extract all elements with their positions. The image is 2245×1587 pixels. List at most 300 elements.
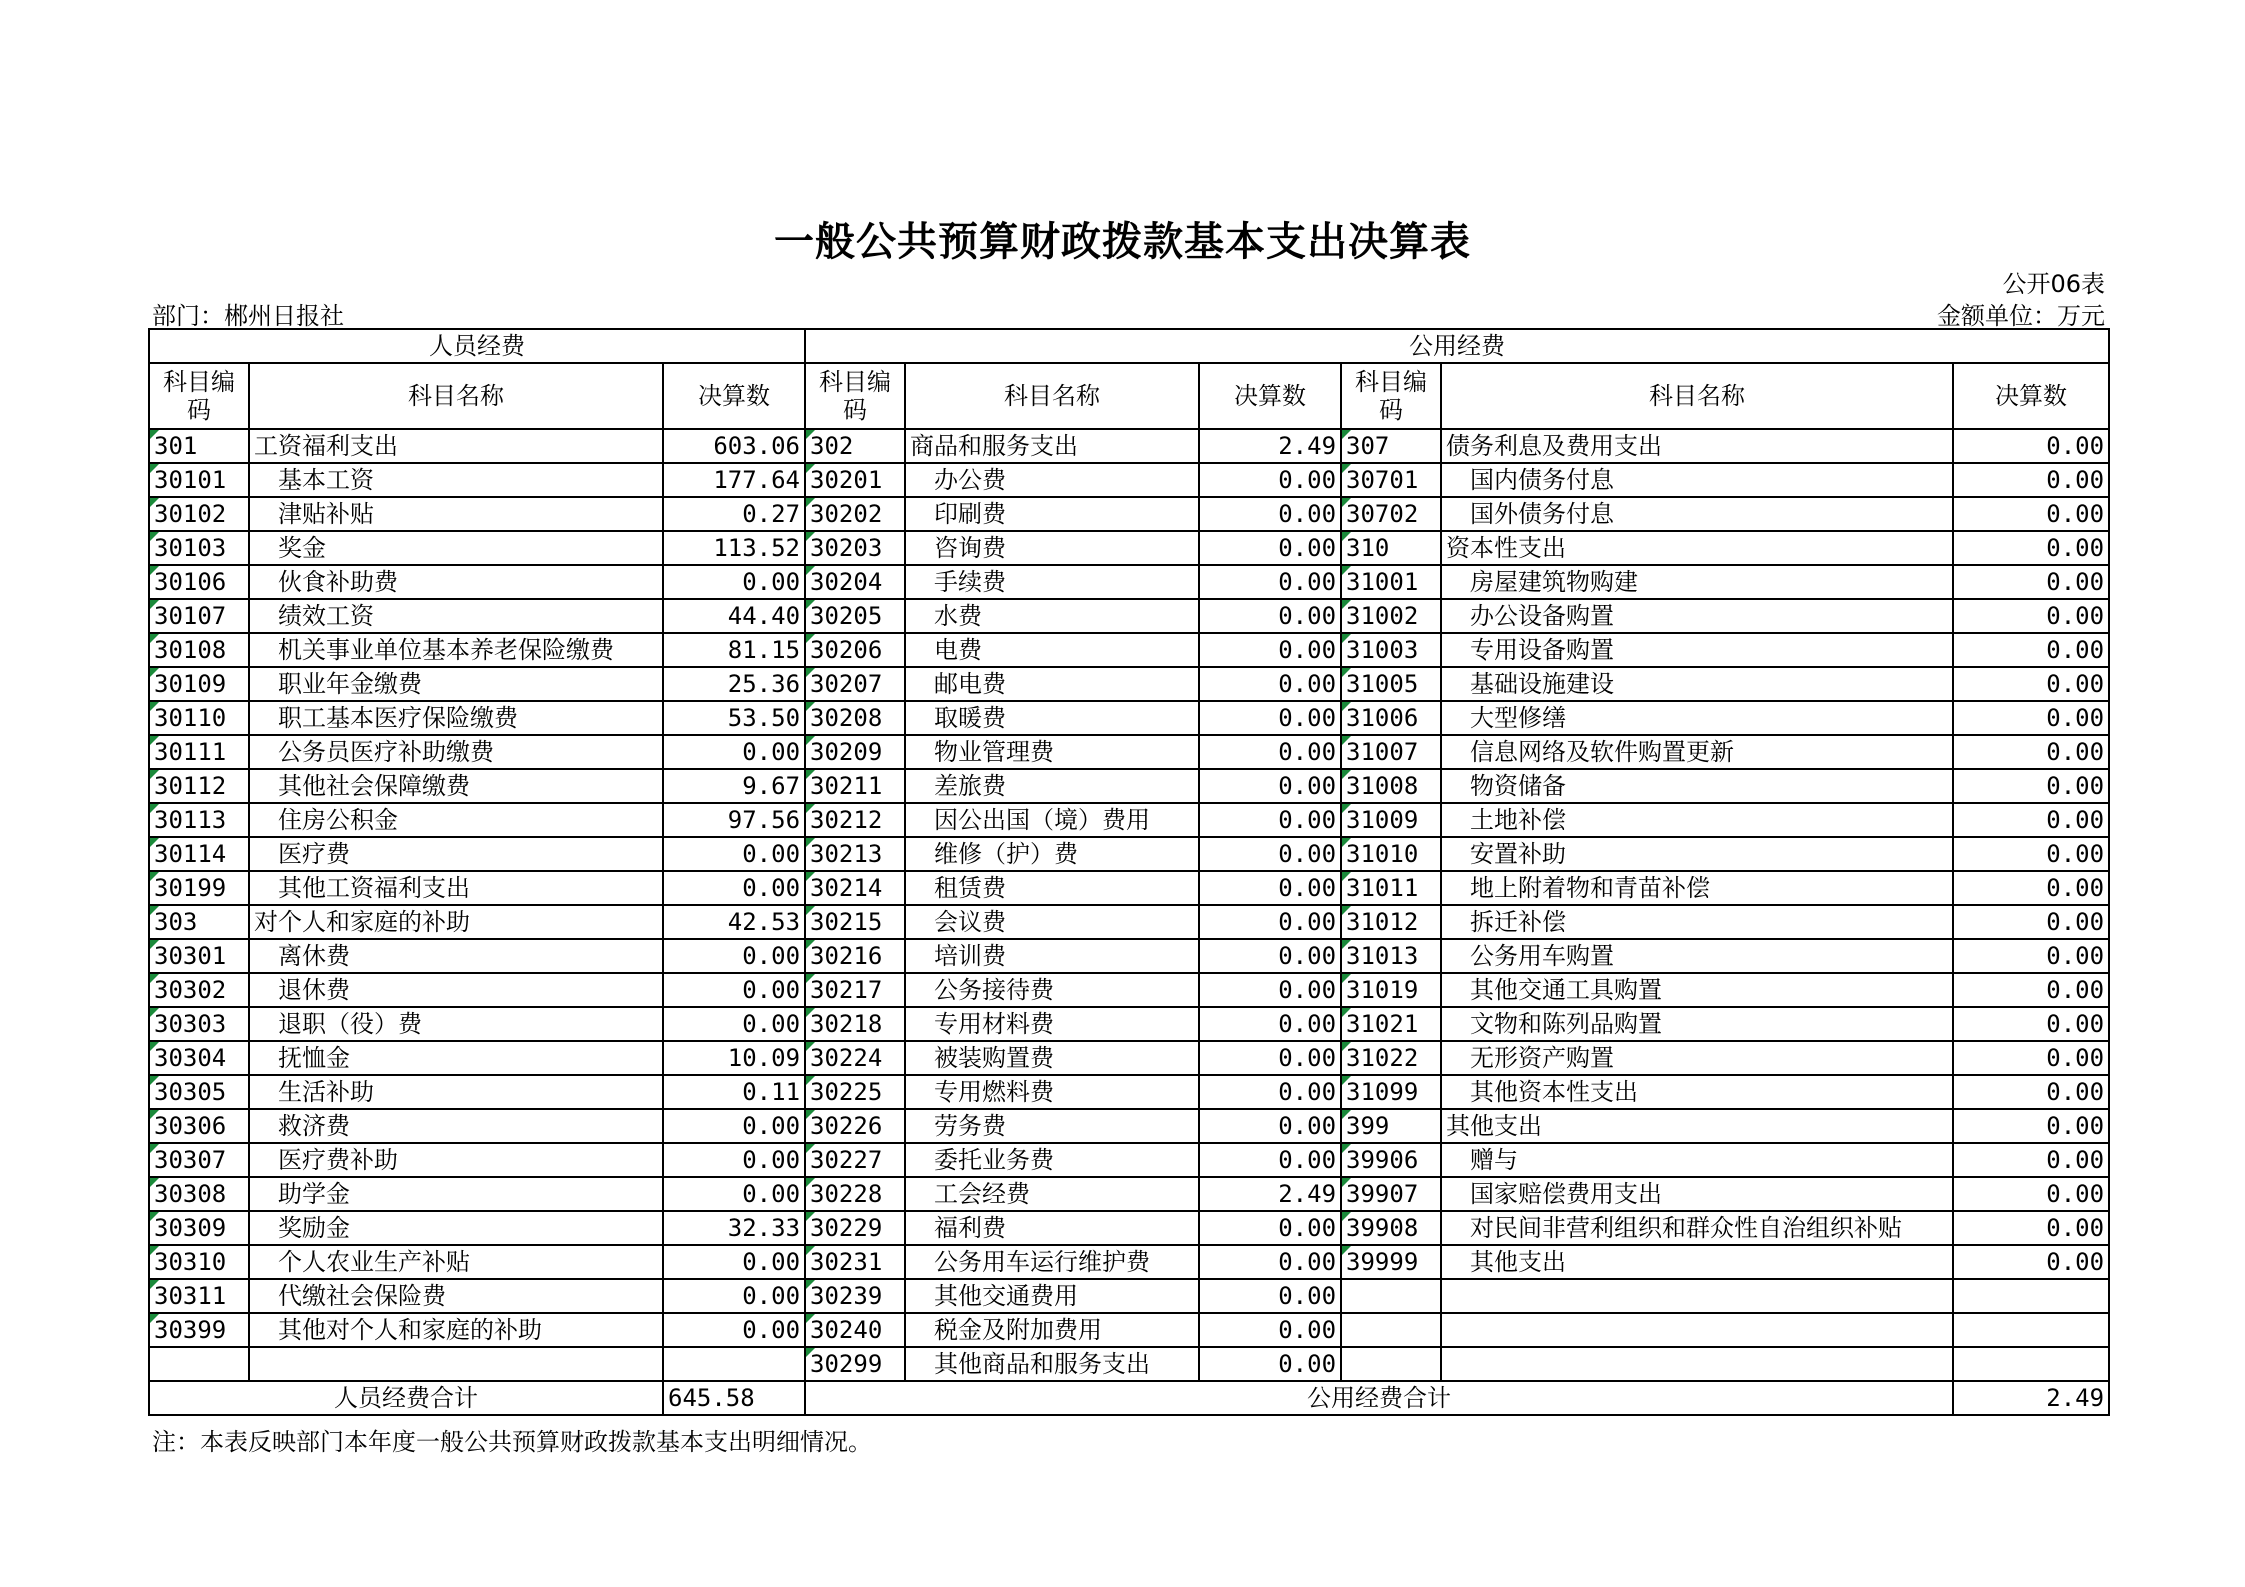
public-a-code-cell: 30202 [805,497,905,531]
personnel-amount-cell: 97.56 [663,803,805,837]
personnel-amount-cell: 25.36 [663,667,805,701]
public-b-name-cell: 土地补偿 [1441,803,1953,837]
public-a-name-cell: 邮电费 [905,667,1199,701]
public-b-name-cell: 国家赔偿费用支出 [1441,1177,1953,1211]
personnel-name-cell: 绩效工资 [249,599,663,633]
public-b-amount-cell: 0.00 [1953,1007,2109,1041]
col-header-code: 科目编码 [1341,363,1441,429]
personnel-name-cell: 奖金 [249,531,663,565]
table-row [149,905,2109,939]
table-row [149,497,2109,531]
public-b-code-cell: 30702 [1341,497,1441,531]
public-a-name-cell: 其他商品和服务支出 [905,1347,1199,1381]
public-a-name-cell: 工会经费 [905,1177,1199,1211]
col-header-name: 科目名称 [1441,363,1953,429]
public-b-name-cell: 赠与 [1441,1143,1953,1177]
public-b-name-cell: 其他支出 [1441,1245,1953,1279]
public-a-code-cell: 30206 [805,633,905,667]
table-row [149,633,2109,667]
public-a-name-cell: 公务接待费 [905,973,1199,1007]
personnel-code-cell: 30108 [149,633,249,667]
public-a-name-cell: 手续费 [905,565,1199,599]
table-row [149,1075,2109,1109]
personnel-group-header: 人员经费 [149,329,805,363]
unit-label: 金额单位：万元 [1937,302,2105,330]
personnel-name-cell: 抚恤金 [249,1041,663,1075]
personnel-name-cell: 其他工资福利支出 [249,871,663,905]
personnel-name-cell: 离休费 [249,939,663,973]
public-b-name-cell [1441,1279,1953,1313]
personnel-code-cell: 30305 [149,1075,249,1109]
personnel-code-cell: 30103 [149,531,249,565]
public-a-code-cell: 30228 [805,1177,905,1211]
personnel-total-label: 人员经费合计 [149,1381,663,1415]
public-a-code-cell: 30226 [805,1109,905,1143]
personnel-code-cell: 30311 [149,1279,249,1313]
public-b-amount-cell [1953,1347,2109,1381]
personnel-amount-cell: 0.00 [663,1007,805,1041]
public-a-amount-cell: 0.00 [1199,905,1341,939]
col-header-name: 科目名称 [905,363,1199,429]
public-b-amount-cell: 0.00 [1953,871,2109,905]
public-b-code-cell: 39908 [1341,1211,1441,1245]
personnel-name-cell: 助学金 [249,1177,663,1211]
public-a-name-cell: 水费 [905,599,1199,633]
col-header-amount: 决算数 [1953,363,2109,429]
personnel-name-cell: 医疗费 [249,837,663,871]
public-a-name-cell: 差旅费 [905,769,1199,803]
personnel-code-cell: 30106 [149,565,249,599]
public-a-amount-cell: 0.00 [1199,701,1341,735]
public-b-code-cell: 310 [1341,531,1441,565]
public-b-amount-cell: 0.00 [1953,1245,2109,1279]
public-a-name-cell: 会议费 [905,905,1199,939]
form-number: 公开06表 [2002,270,2105,298]
public-a-code-cell: 30215 [805,905,905,939]
public-a-code-cell: 30231 [805,1245,905,1279]
personnel-amount-cell: 44.40 [663,599,805,633]
public-b-name-cell: 公务用车购置 [1441,939,1953,973]
public-b-code-cell: 31002 [1341,599,1441,633]
public-total-label: 公用经费合计 [805,1381,1953,1415]
personnel-amount-cell: 10.09 [663,1041,805,1075]
public-a-amount-cell: 0.00 [1199,1211,1341,1245]
personnel-amount-cell: 0.00 [663,735,805,769]
public-a-name-cell: 因公出国（境）费用 [905,803,1199,837]
public-a-name-cell: 维修（护）费 [905,837,1199,871]
public-a-amount-cell: 0.00 [1199,1279,1341,1313]
public-a-code-cell: 30217 [805,973,905,1007]
public-b-amount-cell: 0.00 [1953,1143,2109,1177]
public-a-code-cell: 30212 [805,803,905,837]
public-a-name-cell: 其他交通费用 [905,1279,1199,1313]
public-b-code-cell: 31005 [1341,667,1441,701]
public-b-name-cell: 无形资产购置 [1441,1041,1953,1075]
personnel-amount-cell: 42.53 [663,905,805,939]
personnel-code-cell: 30114 [149,837,249,871]
public-a-amount-cell: 0.00 [1199,939,1341,973]
public-b-name-cell: 基础设施建设 [1441,667,1953,701]
table-row [149,1245,2109,1279]
public-b-name-cell: 其他交通工具购置 [1441,973,1953,1007]
public-b-amount-cell: 0.00 [1953,633,2109,667]
personnel-code-cell [149,1347,249,1381]
personnel-name-cell: 退职（役）费 [249,1007,663,1041]
public-a-amount-cell: 0.00 [1199,1347,1341,1381]
public-a-amount-cell: 2.49 [1199,429,1341,463]
public-a-code-cell: 30213 [805,837,905,871]
public-total-amount: 2.49 [1953,1381,2109,1415]
personnel-code-cell: 30102 [149,497,249,531]
public-a-name-cell: 被装购置费 [905,1041,1199,1075]
public-a-code-cell: 30201 [805,463,905,497]
public-b-amount-cell: 0.00 [1953,1177,2109,1211]
personnel-name-cell [249,1347,663,1381]
personnel-code-cell: 30306 [149,1109,249,1143]
public-b-amount-cell: 0.00 [1953,701,2109,735]
personnel-amount-cell [663,1347,805,1381]
personnel-name-cell: 其他对个人和家庭的补助 [249,1313,663,1347]
personnel-name-cell: 代缴社会保险费 [249,1279,663,1313]
personnel-amount-cell: 53.50 [663,701,805,735]
public-a-amount-cell: 0.00 [1199,497,1341,531]
public-b-name-cell: 其他支出 [1441,1109,1953,1143]
public-a-code-cell: 30208 [805,701,905,735]
public-a-name-cell: 物业管理费 [905,735,1199,769]
personnel-amount-cell: 0.00 [663,1177,805,1211]
personnel-code-cell: 30107 [149,599,249,633]
personnel-amount-cell: 9.67 [663,769,805,803]
public-a-amount-cell: 0.00 [1199,463,1341,497]
public-b-amount-cell: 0.00 [1953,599,2109,633]
public-b-name-cell: 文物和陈列品购置 [1441,1007,1953,1041]
public-a-name-cell: 咨询费 [905,531,1199,565]
public-a-amount-cell: 0.00 [1199,1109,1341,1143]
col-header-name: 科目名称 [249,363,663,429]
table-row [149,973,2109,1007]
personnel-amount-cell: 0.27 [663,497,805,531]
table-row [149,1211,2109,1245]
public-b-amount-cell: 0.00 [1953,1109,2109,1143]
public-b-name-cell: 安置补助 [1441,837,1953,871]
personnel-amount-cell: 0.00 [663,1143,805,1177]
public-a-amount-cell: 0.00 [1199,633,1341,667]
public-a-code-cell: 30224 [805,1041,905,1075]
public-b-code-cell: 31099 [1341,1075,1441,1109]
table-row [149,939,2109,973]
table-row [149,1313,2109,1347]
table-row [149,1007,2109,1041]
public-a-code-cell: 30227 [805,1143,905,1177]
public-a-amount-cell: 0.00 [1199,735,1341,769]
expenditure-table [148,328,2110,1416]
public-a-amount-cell: 0.00 [1199,871,1341,905]
personnel-code-cell: 30302 [149,973,249,1007]
public-a-amount-cell: 0.00 [1199,1007,1341,1041]
personnel-amount-cell: 0.00 [663,565,805,599]
public-a-amount-cell: 0.00 [1199,803,1341,837]
public-a-code-cell: 30240 [805,1313,905,1347]
public-b-code-cell: 39907 [1341,1177,1441,1211]
public-a-amount-cell: 0.00 [1199,599,1341,633]
public-b-code-cell: 31007 [1341,735,1441,769]
public-a-amount-cell: 0.00 [1199,973,1341,1007]
public-a-name-cell: 培训费 [905,939,1199,973]
personnel-code-cell: 30304 [149,1041,249,1075]
table-row [149,1347,2109,1381]
personnel-code-cell: 30109 [149,667,249,701]
personnel-code-cell: 30399 [149,1313,249,1347]
public-a-name-cell: 取暖费 [905,701,1199,735]
public-a-name-cell: 税金及附加费用 [905,1313,1199,1347]
public-a-name-cell: 专用材料费 [905,1007,1199,1041]
public-b-code-cell [1341,1279,1441,1313]
table-row [149,565,2109,599]
personnel-code-cell: 30112 [149,769,249,803]
public-a-amount-cell: 0.00 [1199,1313,1341,1347]
footnote: 注：本表反映部门本年度一般公共预算财政拨款基本支出明细情况。 [152,1428,872,1456]
public-b-name-cell: 房屋建筑物购建 [1441,565,1953,599]
personnel-code-cell: 30199 [149,871,249,905]
table-row [149,837,2109,871]
personnel-name-cell: 工资福利支出 [249,429,663,463]
personnel-name-cell: 机关事业单位基本养老保险缴费 [249,633,663,667]
public-b-code-cell: 31022 [1341,1041,1441,1075]
public-a-amount-cell: 0.00 [1199,1245,1341,1279]
personnel-code-cell: 30301 [149,939,249,973]
personnel-code-cell: 30303 [149,1007,249,1041]
personnel-name-cell: 奖励金 [249,1211,663,1245]
public-a-name-cell: 商品和服务支出 [905,429,1199,463]
public-b-amount-cell: 0.00 [1953,939,2109,973]
public-a-code-cell: 30214 [805,871,905,905]
table-row [149,531,2109,565]
column-header-row [149,363,2109,429]
public-a-code-cell: 30211 [805,769,905,803]
public-b-code-cell: 31019 [1341,973,1441,1007]
public-group-header: 公用经费 [805,329,2109,363]
public-a-code-cell: 30207 [805,667,905,701]
public-b-name-cell: 国内债务付息 [1441,463,1953,497]
public-b-amount-cell: 0.00 [1953,1075,2109,1109]
public-a-code-cell: 30225 [805,1075,905,1109]
public-a-name-cell: 公务用车运行维护费 [905,1245,1199,1279]
table-row [149,1109,2109,1143]
public-b-code-cell [1341,1313,1441,1347]
public-a-amount-cell: 0.00 [1199,667,1341,701]
personnel-amount-cell: 0.00 [663,1109,805,1143]
personnel-name-cell: 其他社会保障缴费 [249,769,663,803]
public-a-code-cell: 30239 [805,1279,905,1313]
personnel-name-cell: 生活补助 [249,1075,663,1109]
public-b-code-cell: 31011 [1341,871,1441,905]
table-row [149,769,2109,803]
public-b-code-cell: 31012 [1341,905,1441,939]
personnel-amount-cell: 0.00 [663,939,805,973]
personnel-amount-cell: 81.15 [663,633,805,667]
public-a-code-cell: 302 [805,429,905,463]
personnel-amount-cell: 0.00 [663,871,805,905]
public-a-name-cell: 电费 [905,633,1199,667]
public-a-code-cell: 30299 [805,1347,905,1381]
table-row [149,463,2109,497]
public-b-code-cell: 31008 [1341,769,1441,803]
public-b-code-cell: 39999 [1341,1245,1441,1279]
public-b-amount-cell: 0.00 [1953,531,2109,565]
public-a-amount-cell: 0.00 [1199,1041,1341,1075]
department-label: 部门：郴州日报社 [152,302,344,330]
public-b-code-cell: 39906 [1341,1143,1441,1177]
public-b-name-cell: 其他资本性支出 [1441,1075,1953,1109]
public-b-code-cell: 31021 [1341,1007,1441,1041]
public-b-name-cell: 大型修缮 [1441,701,1953,735]
public-a-name-cell: 专用燃料费 [905,1075,1199,1109]
public-b-code-cell: 30701 [1341,463,1441,497]
personnel-name-cell: 住房公积金 [249,803,663,837]
public-a-code-cell: 30229 [805,1211,905,1245]
public-a-code-cell: 30203 [805,531,905,565]
personnel-code-cell: 30308 [149,1177,249,1211]
table-row [149,1041,2109,1075]
public-a-name-cell: 印刷费 [905,497,1199,531]
public-b-name-cell: 信息网络及软件购置更新 [1441,735,1953,769]
personnel-amount-cell: 0.00 [663,1245,805,1279]
personnel-name-cell: 职工基本医疗保险缴费 [249,701,663,735]
public-b-amount-cell: 0.00 [1953,803,2109,837]
personnel-amount-cell: 603.06 [663,429,805,463]
personnel-amount-cell: 0.00 [663,1313,805,1347]
table-row [149,871,2109,905]
personnel-code-cell: 30110 [149,701,249,735]
personnel-amount-cell: 0.00 [663,973,805,1007]
public-b-amount-cell: 0.00 [1953,667,2109,701]
public-b-name-cell [1441,1313,1953,1347]
public-a-amount-cell: 0.00 [1199,531,1341,565]
public-a-code-cell: 30216 [805,939,905,973]
public-b-name-cell: 国外债务付息 [1441,497,1953,531]
table-row [149,429,2109,463]
table-body [149,329,2109,1381]
public-b-name-cell [1441,1347,1953,1381]
public-b-amount-cell: 0.00 [1953,769,2109,803]
public-a-amount-cell: 0.00 [1199,1075,1341,1109]
personnel-code-cell: 301 [149,429,249,463]
personnel-amount-cell: 113.52 [663,531,805,565]
personnel-name-cell: 基本工资 [249,463,663,497]
page-title: 一般公共预算财政拨款基本支出决算表 [774,219,1471,265]
public-b-code-cell: 307 [1341,429,1441,463]
personnel-amount-cell: 177.64 [663,463,805,497]
public-a-amount-cell: 0.00 [1199,1143,1341,1177]
public-b-amount-cell: 0.00 [1953,1211,2109,1245]
personnel-name-cell: 个人农业生产补贴 [249,1245,663,1279]
personnel-name-cell: 伙食补助费 [249,565,663,599]
personnel-name-cell: 救济费 [249,1109,663,1143]
public-b-amount-cell: 0.00 [1953,735,2109,769]
table-row [149,1177,2109,1211]
public-b-amount-cell [1953,1279,2109,1313]
col-header-amount: 决算数 [1199,363,1341,429]
public-a-code-cell: 30204 [805,565,905,599]
personnel-amount-cell: 0.00 [663,1279,805,1313]
personnel-code-cell: 30309 [149,1211,249,1245]
totals-row [149,1381,2109,1415]
public-a-name-cell: 劳务费 [905,1109,1199,1143]
personnel-name-cell: 对个人和家庭的补助 [249,905,663,939]
public-b-amount-cell: 0.00 [1953,905,2109,939]
col-header-code: 科目编码 [149,363,249,429]
public-a-name-cell: 办公费 [905,463,1199,497]
public-b-code-cell: 31009 [1341,803,1441,837]
personnel-name-cell: 职业年金缴费 [249,667,663,701]
public-b-name-cell: 办公设备购置 [1441,599,1953,633]
public-b-code-cell [1341,1347,1441,1381]
public-b-code-cell: 399 [1341,1109,1441,1143]
public-b-name-cell: 债务利息及费用支出 [1441,429,1953,463]
public-b-amount-cell [1953,1313,2109,1347]
public-b-name-cell: 拆迁补偿 [1441,905,1953,939]
table-row [149,1143,2109,1177]
public-b-code-cell: 31010 [1341,837,1441,871]
personnel-amount-cell: 0.00 [663,837,805,871]
personnel-code-cell: 30113 [149,803,249,837]
personnel-name-cell: 退休费 [249,973,663,1007]
public-a-amount-cell: 0.00 [1199,837,1341,871]
public-b-name-cell: 资本性支出 [1441,531,1953,565]
table-row [149,667,2109,701]
public-b-amount-cell: 0.00 [1953,463,2109,497]
col-header-amount: 决算数 [663,363,805,429]
personnel-code-cell: 30111 [149,735,249,769]
personnel-amount-cell: 0.11 [663,1075,805,1109]
public-b-amount-cell: 0.00 [1953,565,2109,599]
table-row [149,803,2109,837]
table-row [149,599,2109,633]
personnel-code-cell: 30101 [149,463,249,497]
public-b-amount-cell: 0.00 [1953,837,2109,871]
public-b-amount-cell: 0.00 [1953,429,2109,463]
public-a-amount-cell: 0.00 [1199,769,1341,803]
public-b-code-cell: 31006 [1341,701,1441,735]
public-a-amount-cell: 0.00 [1199,565,1341,599]
public-a-name-cell: 福利费 [905,1211,1199,1245]
personnel-name-cell: 公务员医疗补助缴费 [249,735,663,769]
public-a-name-cell: 租赁费 [905,871,1199,905]
public-b-name-cell: 专用设备购置 [1441,633,1953,667]
public-b-name-cell: 物资储备 [1441,769,1953,803]
public-b-amount-cell: 0.00 [1953,1041,2109,1075]
col-header-code: 科目编码 [805,363,905,429]
public-b-name-cell: 地上附着物和青苗补偿 [1441,871,1953,905]
public-b-amount-cell: 0.00 [1953,497,2109,531]
public-b-name-cell: 对民间非营利组织和群众性自治组织补贴 [1441,1211,1953,1245]
personnel-amount-cell: 32.33 [663,1211,805,1245]
public-a-code-cell: 30205 [805,599,905,633]
public-b-code-cell: 31003 [1341,633,1441,667]
table-row [149,735,2109,769]
table-row [149,701,2109,735]
public-b-code-cell: 31013 [1341,939,1441,973]
public-b-code-cell: 31001 [1341,565,1441,599]
personnel-total-amount: 645.58 [663,1381,805,1415]
public-a-name-cell: 委托业务费 [905,1143,1199,1177]
public-a-code-cell: 30209 [805,735,905,769]
public-a-amount-cell: 2.49 [1199,1177,1341,1211]
personnel-name-cell: 津贴补贴 [249,497,663,531]
public-b-amount-cell: 0.00 [1953,973,2109,1007]
personnel-code-cell: 30310 [149,1245,249,1279]
personnel-name-cell: 医疗费补助 [249,1143,663,1177]
